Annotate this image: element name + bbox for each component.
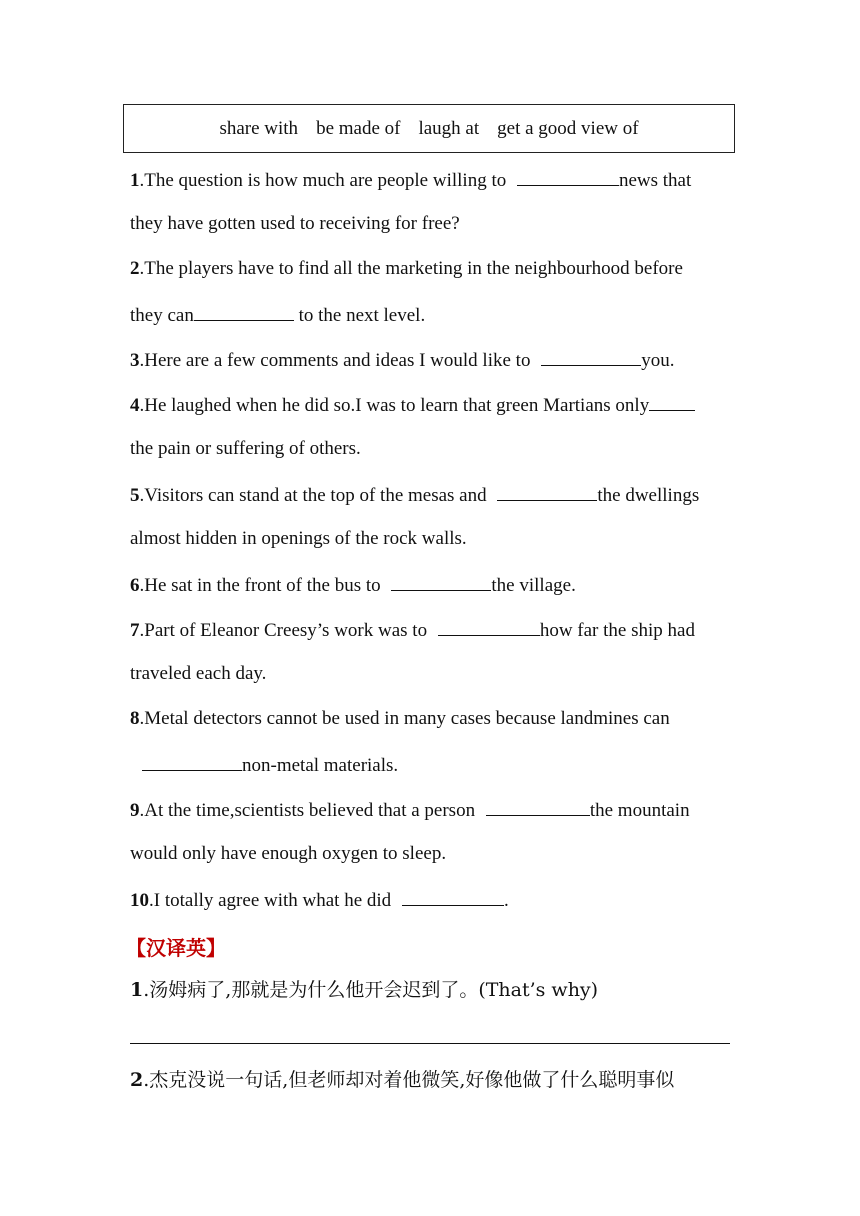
word-bank-box	[123, 104, 735, 153]
question-4-line-1: 4.He laughed when he did so.I was to learn that green Martians only	[130, 392, 732, 418]
section-title-translation: 【汉译英】	[126, 936, 226, 960]
word-bank-item: share with	[219, 117, 299, 139]
question-2-line-1: 2.The players have to find all the marketing in the neighbourhood before	[130, 258, 683, 279]
question-9-line-1: 9.At the time,scientists believed that a person the mountain	[130, 797, 732, 823]
question-8-line-1: 8.Metal detectors cannot be used in many cases because landmines can	[130, 708, 670, 729]
question-1-line-1: 1.The question is how much are people willing to news that	[130, 167, 732, 193]
question-9-line-2: would only have enough oxygen to sleep.	[130, 843, 447, 864]
word-bank-item: be made of	[316, 117, 401, 139]
question-6-line-1: 6.He sat in the front of the bus to the village.	[130, 572, 732, 598]
question-3-line-1: 3.Here are a few comments and ideas I would like to you.	[130, 347, 732, 373]
answer-blank[interactable]	[497, 482, 597, 501]
answer-blank[interactable]	[649, 392, 695, 411]
translation-1: 1.汤姆病了,那就是为什么他开会迟到了。(That’s why)	[130, 979, 599, 1001]
word-bank-item: get a good view of	[497, 117, 639, 139]
question-7-line-2: traveled each day.	[130, 663, 267, 684]
question-2-line-2: they can to the next level.	[130, 302, 732, 328]
answer-blank[interactable]	[142, 752, 242, 771]
answer-blank[interactable]	[391, 572, 491, 591]
question-7-line-1: 7.Part of Eleanor Creesy’s work was to how far the ship had	[130, 617, 732, 643]
answer-blank[interactable]	[486, 797, 590, 816]
question-1-line-2: they have gotten used to receiving for free?	[130, 213, 460, 234]
answer-blank[interactable]	[438, 617, 540, 636]
question-5-line-2: almost hidden in openings of the rock walls.	[130, 528, 467, 549]
question-5-line-1: 5.Visitors can stand at the top of the mesas and the dwellings	[130, 482, 732, 508]
translation-answer-line[interactable]	[130, 1043, 730, 1044]
answer-blank[interactable]	[194, 302, 294, 321]
word-bank-item: laugh at	[418, 117, 480, 139]
translation-2: 2.杰克没说一句话,但老师却对着他微笑,好像他做了什么聪明事似	[130, 1069, 675, 1091]
question-8-line-2: non-metal materials.	[130, 752, 732, 778]
answer-blank[interactable]	[517, 167, 619, 186]
question-4-line-2: the pain or suffering of others.	[130, 438, 361, 459]
answer-blank[interactable]	[402, 887, 504, 906]
question-10-line-1: 10.I totally agree with what he did .	[130, 887, 732, 913]
answer-blank[interactable]	[541, 347, 641, 366]
